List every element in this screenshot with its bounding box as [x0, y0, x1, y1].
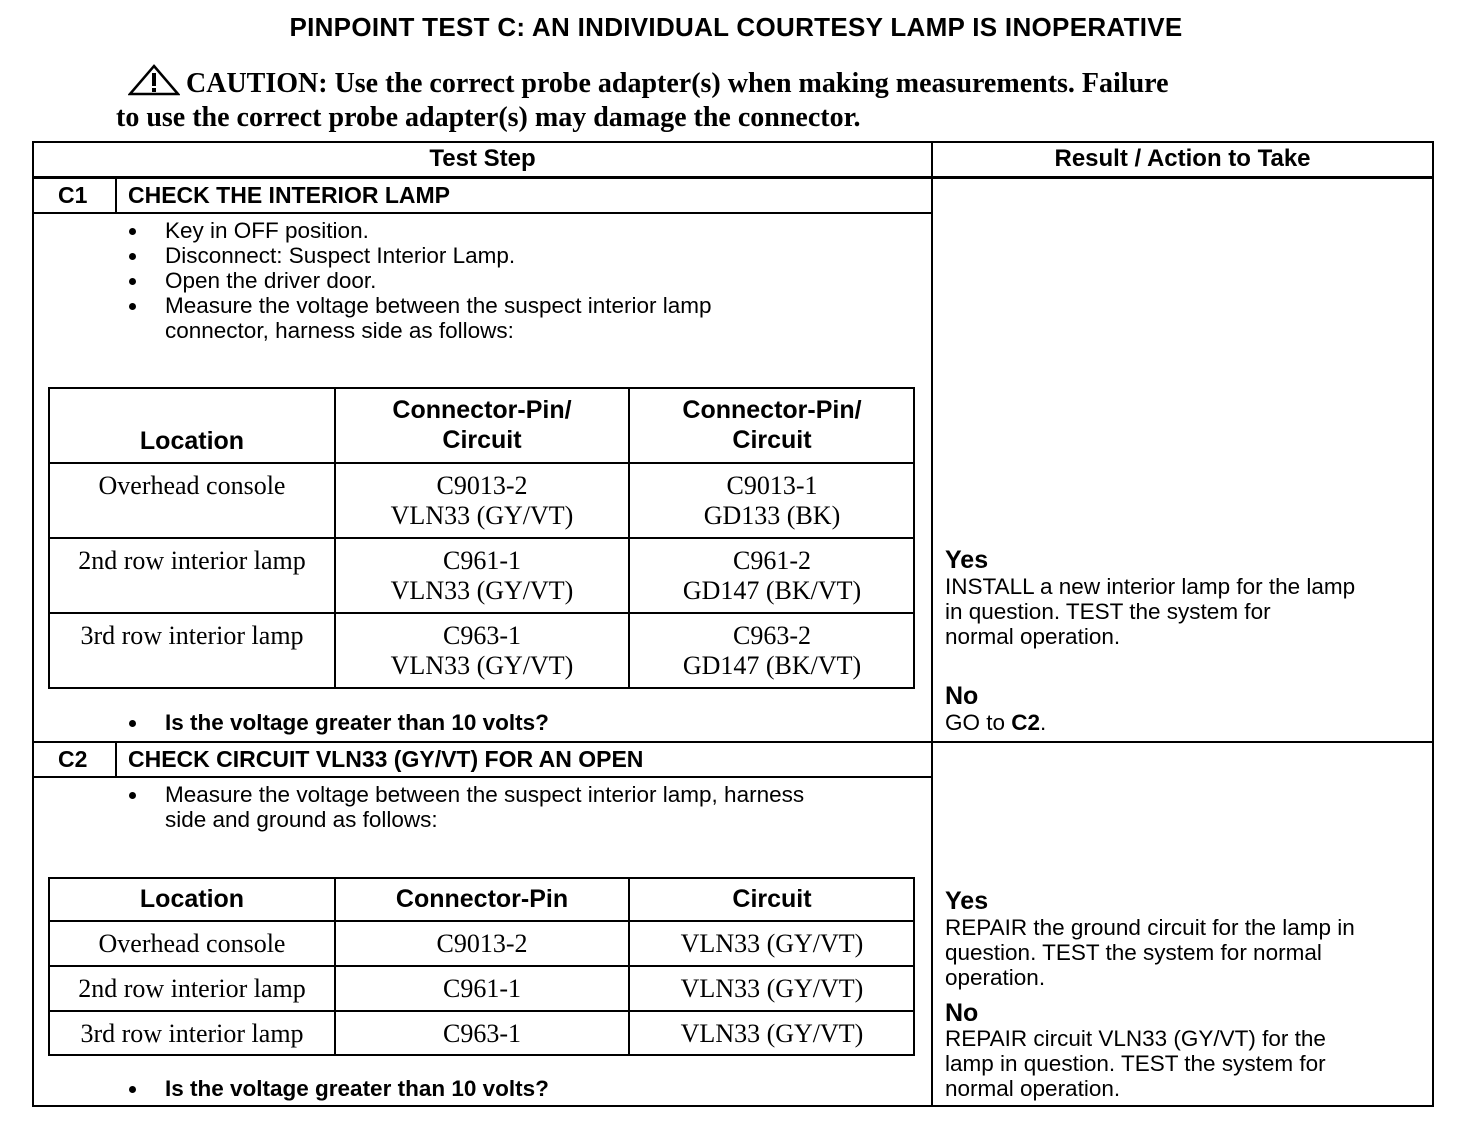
column-header: Location	[139, 427, 245, 455]
header-result: Result / Action to Take	[1054, 145, 1311, 172]
header-test-step: Test Step	[429, 145, 536, 172]
caution-line-1	[128, 68, 1169, 100]
table-cell: VLN33 (GY/VT)	[680, 974, 864, 1003]
result-yes-label: Yes	[945, 546, 989, 574]
step-id: C1	[58, 182, 88, 208]
result-yes-text: INSTALL a new interior lamp for the lamp in question. TEST the system for normal operation.	[945, 574, 1356, 649]
table-cell: VLN33 (GY/VT)	[680, 929, 864, 958]
table-cell: C9013-2	[436, 929, 528, 958]
result-no-label: No	[945, 999, 979, 1027]
result-no-text: GO to C2.	[945, 710, 1047, 735]
column-header: Circuit	[732, 885, 812, 913]
column-header: Connector-Pin/ Circuit	[682, 396, 862, 454]
table-cell: C961-1	[443, 974, 521, 1003]
table-cell: Overhead console	[98, 929, 286, 958]
caution-text-1: Use the correct probe adapter(s) when making measurements. Failure	[334, 68, 1169, 99]
table-cell: 2nd row interior lamp	[78, 974, 306, 1003]
table-cell: VLN33 (GY/VT)	[680, 1019, 864, 1048]
table-cell: C961-1 VLN33 (GY/VT)	[390, 546, 574, 605]
table-cell: 3rd row interior lamp	[80, 1019, 304, 1048]
step-link-c2[interactable]: C2	[1011, 710, 1041, 735]
step-title: CHECK CIRCUIT VLN33 (GY/VT) FOR AN OPEN	[128, 746, 644, 772]
table-cell: C963-2 GD147 (BK/VT)	[682, 621, 862, 680]
result-yes-text: REPAIR the ground circuit for the lamp in question. TEST the system for normal operation.	[945, 915, 1355, 990]
result-no-text: REPAIR circuit VLN33 (GY/VT) for the lamp in question. TEST the system for normal operation.	[945, 1026, 1326, 1101]
table-cell: C9013-2 VLN33 (GY/VT)	[390, 471, 574, 530]
result-no-label: No	[945, 682, 979, 710]
column-header: Location	[139, 885, 245, 913]
step-id: C2	[58, 746, 88, 772]
column-header: Connector-Pin	[395, 885, 569, 913]
table-cell: 3rd row interior lamp	[80, 621, 304, 650]
table-cell: Overhead console	[98, 471, 286, 500]
caution-label: CAUTION:	[186, 68, 328, 99]
table-cell: C961-2 GD147 (BK/VT)	[682, 546, 862, 605]
table-cell: C9013-1 GD133 (BK)	[703, 471, 841, 530]
caution-line-2: to use the correct probe adapter(s) may damage the connector.	[116, 102, 861, 133]
step-title: CHECK THE INTERIOR LAMP	[128, 182, 450, 208]
table-cell: C963-1 VLN33 (GY/VT)	[390, 621, 574, 680]
table-cell: C963-1	[443, 1019, 521, 1048]
column-header: Connector-Pin/ Circuit	[392, 396, 572, 454]
page-title: PINPOINT TEST C: AN INDIVIDUAL COURTESY LAMP IS INOPERATIVE	[289, 12, 1183, 42]
result-yes-label: Yes	[945, 887, 989, 915]
table-cell: 2nd row interior lamp	[78, 546, 306, 575]
